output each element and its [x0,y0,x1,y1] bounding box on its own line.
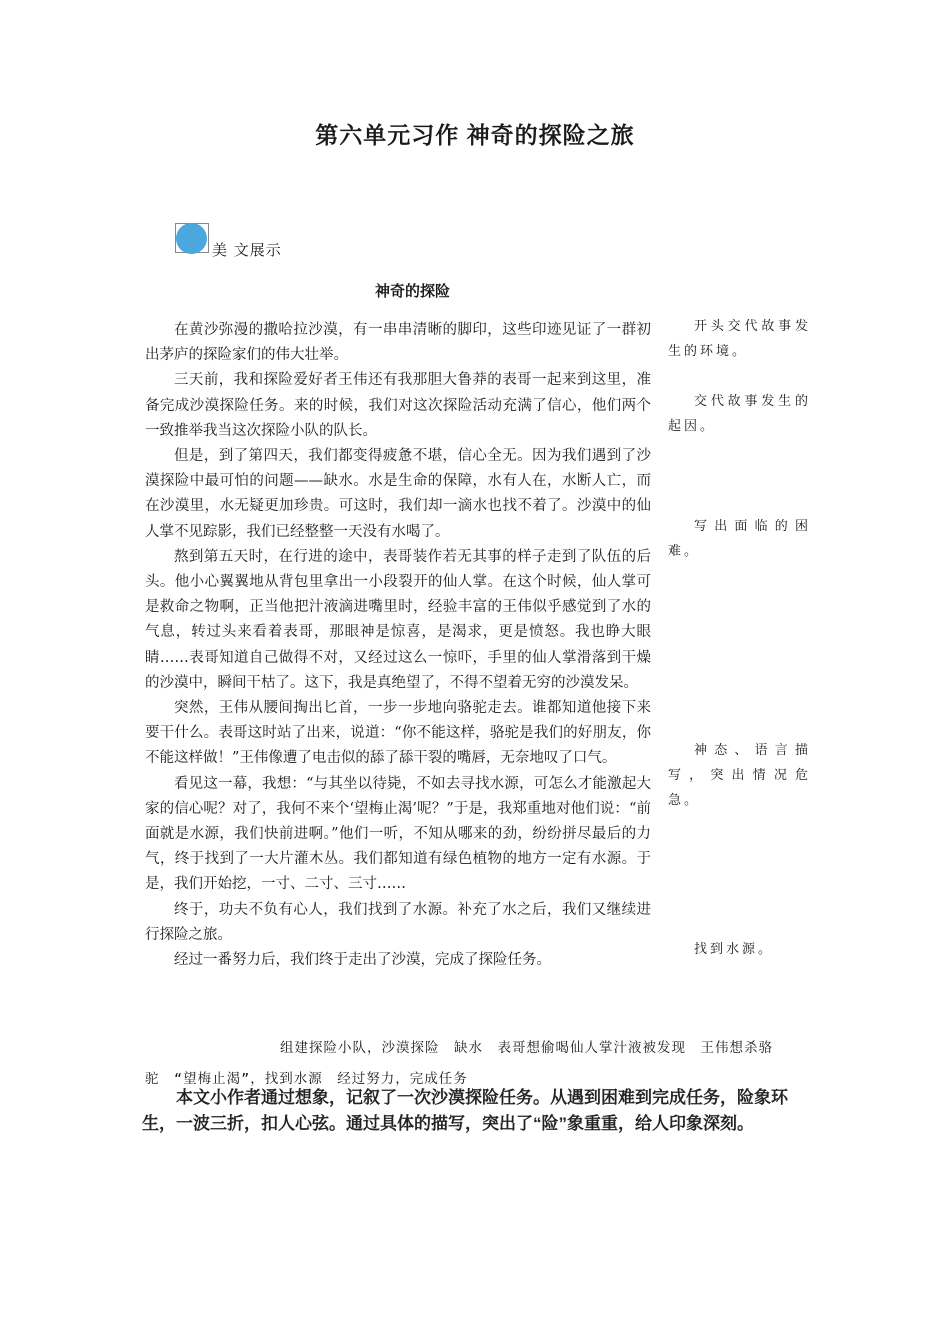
margin-note: 交代故事发生的起因。 [668,394,811,434]
margin-note: 找到水源。 [694,942,775,957]
paragraph: 突然，王伟从腰间掏出匕首，一步一步地向骆驼走去。谁都知道他接下来要干什么。表哥这时站了出来，说道：“你不能这样，骆驼是我们的好朋友，你不能这样做！”王伟像遭了电击似的舔了舔干裂的嘴唇，无奈地叹了口气。 [145,700,651,767]
section-label: 美 文展示 [212,241,282,259]
paragraph: 熬到第五天时，在行进的途中，表哥装作若无其事的样子走到了队伍的后头。他小心翼翼地从背包里拿出一小段裂开的仙人掌。在这个时候，仙人掌可是救命之物啊，正当他把汁液滴进嘴里时，经验丰富的王伟似乎感觉到了水的气息，转过头来看着表哥，那眼神是惊喜，是渴求，更是愤怒。我也睁大眼睛……表哥知道自己做得不对，又经过这么一惊吓，手里的仙人掌滑落到干燥的沙漠中，瞬间干枯了。这下，我是真绝望了，不得不望着无穷的沙漠发呆。 [145,548,651,691]
speech-bubble-icon [175,223,209,253]
story-outline: 组建探险小队，沙漠探险 缺水 表哥想偷喝仙人掌汁液被发现 王伟想杀骆驼 “望梅止渴”，找到水源 经过努力，完成任务 [145,1040,773,1087]
paragraph: 看见这一幕，我想：“与其坐以待毙，不如去寻找水源，可怎么才能激起大家的信心呢？对了，我何不来个‘望梅止渴’呢？”于是，我郑重地对他们说：“前面就是水源，我们快前进啊。”他们一听，不知从哪来的劲，纷纷拼尽最后的力气，终于找到了一大片灌木丛。我们都知道有绿色植物的地方一定有水源。于是，我们开始挖，一寸、二寸、三寸…… [145,775,651,893]
margin-note: 神态、语言描写，突出情况危急。 [668,743,811,808]
paragraph: 三天前，我和探险爱好者王伟还有我那胆大鲁莽的表哥一起来到这里，准备完成沙漠探险任务。来的时候，我们对这次探险活动充满了信心，他们两个一致推举我当这次探险小队的队长。 [145,372,651,439]
margin-note: 开头交代故事发生的环境。 [668,319,811,359]
paragraph: 在黄沙弥漫的撒哈拉沙漠，有一串串清晰的脚印，这些印迹见证了一群初出茅庐的探险家们的伟大壮举。 [145,322,651,364]
icon-circle [176,223,207,254]
page-title: 第六单元习作 神奇的探险之旅 [315,122,635,148]
article-title: 神奇的探险 [374,283,450,300]
article-body [145,318,651,973]
paragraph: 终于，功夫不负有心人，我们找到了水源。补充了水之后，我们又继续进行探险之旅。 [145,901,651,943]
teacher-comment: 本文小作者通过想象，记叙了一次沙漠探险任务。从遇到困难到完成任务，险象环生，一波三折，扣人心弦。通过具体的描写，突出了“险”象重重，给人印象深刻。 [142,1088,788,1133]
paragraph: 经过一番努力后，我们终于走出了沙漠，完成了探险任务。 [174,952,551,969]
margin-note: 写出面临的困难。 [668,519,811,559]
paragraph: 但是，到了第四天，我们都变得疲惫不堪，信心全无。因为我们遇到了沙漠探险中最可怕的问题——缺水。水是生命的保障，水有人在，水断人亡，而在沙漠里，水无疑更加珍贵。可这时，我们却一滴水也找不着了。沙漠中的仙人掌不见踪影，我们已经整整一天没有水喝了。 [145,448,651,540]
